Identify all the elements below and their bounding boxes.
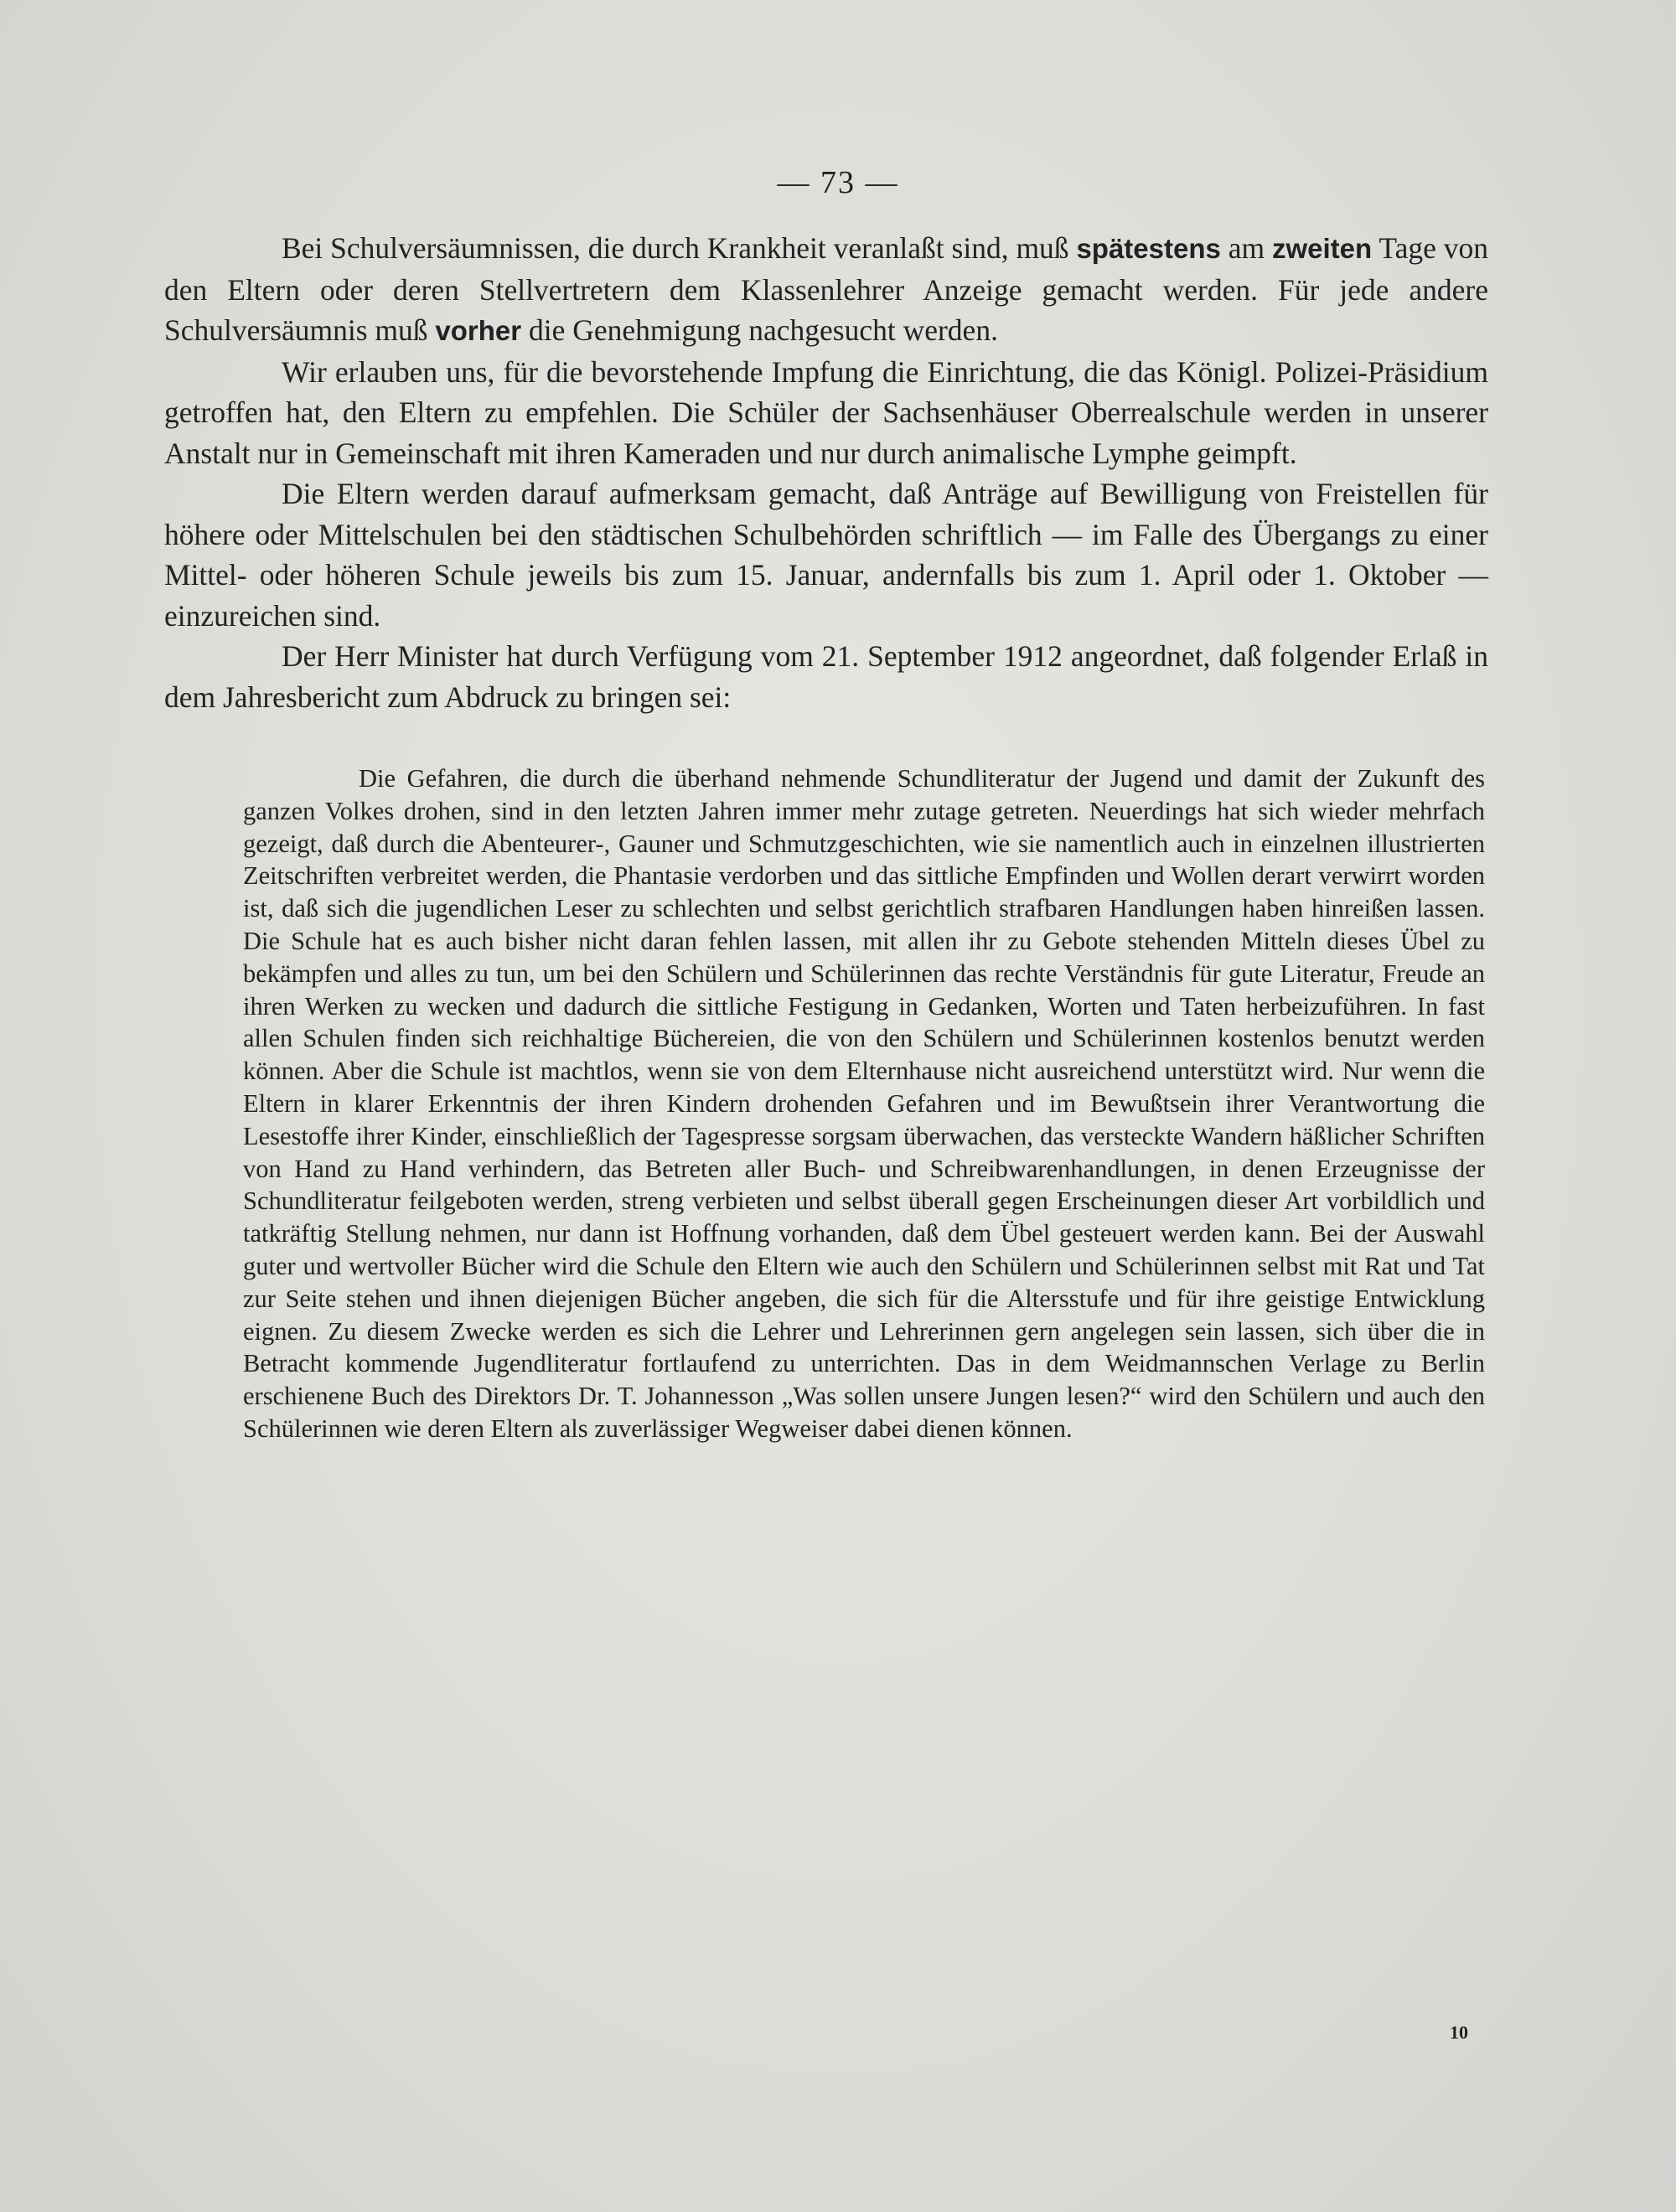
decree-quote <box>243 762 1485 1445</box>
paragraph-absences-part-a: Bei Schulversäumnissen, die durch Krankheit veranlaßt sind, muß <box>282 231 1077 265</box>
paragraph-vaccination: Wir erlauben uns, für die bevorstehende Impfung die Einrichtung, die das Königl. Polizei-Präsidium getroffen hat, den Eltern zu empfehlen. Die Schüler der Sachsenhäuser Oberrealschule werden in unserer Anstalt nur in Gemeinschaft mit ihren Kameraden und nur durch animalische Lymphe geimpft. <box>164 354 1488 470</box>
paragraph-absences-part-d: Tage von den Eltern oder deren Stellvertretern dem Klassenlehrer Anzeige gemacht werden. Für jede andere Schulversäumnis muß <box>164 231 1489 347</box>
page-number: — 73 — <box>777 165 899 200</box>
paragraph-absences-part-c: am <box>1220 231 1272 265</box>
signature-mark: 10 <box>1450 2022 1468 2043</box>
paragraph-minister-decree-intro: Der Herr Minister hat durch Verfügung vom 21. September 1912 angeordnet, daß folgender Erlaß in dem Jahresbericht zum Abdruck zu bringen sei: <box>164 639 1488 714</box>
emphasis-vorher: vorher <box>435 315 522 346</box>
emphasis-spaetestens: spätestens <box>1076 233 1221 264</box>
main-text <box>164 228 1488 717</box>
decree-text: Die Gefahren, die durch die überhand nehmende Schundliteratur der Jugend und damit der Zukunft des ganzen Volkes drohen, sind in den letzten Jahren immer mehr zutage getreten. Neuerdings hat sich wieder mehrfach gezeigt, daß durch die Abenteurer-, Gauner und Schmutzgeschichten, wie sie namentlich auch in einzelnen illustrierten Zeitschriften verbreitet werden, die Phantasie verdorben und das sittliche Empfinden und Wollen derart verwirrt worden ist, daß sich die jugendlichen Leser zu schlechten und selbst gerichtlich strafbaren Handlungen haben hinreißen lassen. Die Schule hat es auch bisher nicht daran fehlen lassen, mit allen ihr zu Gebote stehenden Mitteln dieses Übel zu bekämpfen und alles zu tun, um bei den Schülern und Schülerinnen das rechte Verständnis für gute Literatur, Freude an ihren Werken zu wecken und dadurch die sittliche Festigung in Gedanken, Worten und Taten herbeizuführen. In fast allen Schulen finden sich reichhaltige Büchereien, die von den Schülern und Schülerinnen kostenlos benutzt werden können. Aber die Schule ist machtlos, wenn sie von dem Elternhause nicht ausreichend unterstützt wird. Nur wenn die Eltern in klarer Erkenntnis der ihren Kindern drohenden Gefahren und im Bewußtsein ihrer Verantwortung die Lesestoffe ihrer Kinder, einschließlich der Tagespresse sorgsam überwachen, das versteckte Wandern häßlicher Schriften von Hand zu Hand verhindern, das Betreten aller Buch- und Schreibwarenhandlungen, in denen Erzeugnisse der Schundliteratur feilgeboten werden, streng verbieten und selbst überall gegen Erscheinungen dieser Art vorbildlich und tatkräftig Stellung nehmen, nur dann ist Hoffnung vorhanden, daß dem Übel gesteuert werden kann. Bei der Auswahl guter und wertvoller Bücher wird die Schule den Eltern wie auch den Schülern und Schülerinnen selbst mit Rat und Tat zur Seite stehen und ihnen diejenigen Bücher angeben, die sich für die Altersstufe und für ihre geistige Entwicklung eignen. Zu diesem Zwecke werden es sich die Lehrer und Lehrerinnen gern angelegen sein lassen, sich über die in Betracht kommende Jugendliteratur fortlaufend zu unterrichten. Das in dem Weidmannschen Verlage zu Berlin erschienene Buch des Direktors Dr. T. Johannesson „Was sollen unsere Jungen lesen?“ wird den Schülern und auch den Schülerinnen wie deren Eltern als zuverlässiger Wegweiser dabei dienen können. <box>243 764 1485 1443</box>
paragraph-absences-part-e: die Genehmigung nachgesucht werden. <box>521 313 998 347</box>
emphasis-zweiten: zweiten <box>1271 233 1373 264</box>
paragraph-scholarships: Die Eltern werden darauf aufmerksam gemacht, daß Anträge auf Bewilligung von Freistellen für höhere oder Mittelschulen bei den städtischen Schulbehörden schriftlich — im Falle des Übergangs zu einer Mittel- oder höheren Schule jeweils bis zum 15. Januar, andernfalls bis zum 1. April oder 1. Oktober — einzureichen sind. <box>164 477 1488 633</box>
paragraph-absences <box>164 228 1488 352</box>
